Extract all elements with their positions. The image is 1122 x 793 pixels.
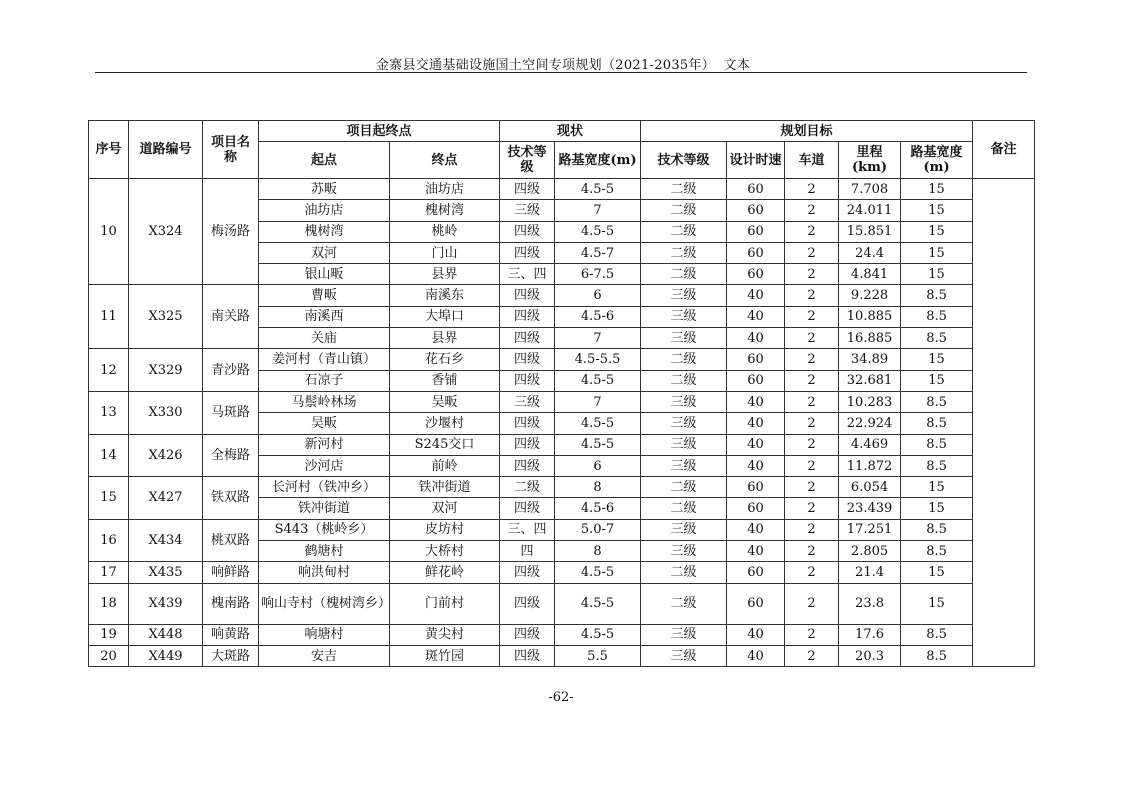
cell-road-code: X329 [129,349,203,392]
cell-project-name: 全梅路 [203,434,259,477]
cell-plan-width: 8.5 [901,645,973,666]
header-plan-width: 路基宽度(m) [901,142,973,179]
cell-road-code: X435 [129,562,203,583]
cell-start-point: 鹤塘村 [259,541,390,562]
table-row [89,562,1035,583]
cell-current-width: 4.5-6 [555,498,641,519]
cell-end-point: 斑竹园 [390,645,500,666]
cell-lanes: 2 [785,624,839,645]
cell-plan-grade: 二级 [641,370,727,391]
cell-mileage: 9.228 [839,285,901,306]
header-project-name: 项目名称 [203,121,259,179]
cell-end-point: 黄尖村 [390,624,500,645]
header-seq: 序号 [89,121,129,179]
cell-plan-grade: 三级 [641,328,727,349]
cell-seq: 12 [89,349,129,392]
cell-end-point: 皮坊村 [390,519,500,540]
cell-mileage: 4.841 [839,264,901,285]
cell-current-width: 4.5-6 [555,306,641,327]
cell-seq: 20 [89,645,129,666]
cell-start-point: 响塘村 [259,624,390,645]
header-plan: 规划目标 [641,121,973,142]
cell-current-width: 7 [555,328,641,349]
document-title: 金寨县交通基础设施国土空间专项规划（2021-2035年） [375,58,716,73]
document-type: 文本 [723,58,751,73]
cell-start-point: 安吉 [259,645,390,666]
cell-mileage: 15.851 [839,221,901,242]
cell-plan-width: 8.5 [901,434,973,455]
cell-start-point: 银山畈 [259,264,390,285]
cell-plan-grade: 二级 [641,242,727,263]
cell-current-width: 4.5-5 [555,221,641,242]
cell-current-grade: 四级 [500,498,555,519]
table-row [89,179,1035,200]
cell-current-width: 4.5-5 [555,413,641,434]
header-current: 现状 [500,121,641,142]
header-divider [95,72,1027,73]
cell-design-speed: 40 [727,645,785,666]
cell-design-speed: 40 [727,391,785,412]
cell-current-grade: 三、四 [500,519,555,540]
table-row [89,519,1035,540]
cell-current-width: 4.5-5 [555,434,641,455]
cell-current-width: 5.0-7 [555,519,641,540]
cell-end-point: 县界 [390,328,500,349]
cell-current-grade: 三级 [500,391,555,412]
cell-plan-width: 15 [901,221,973,242]
cell-design-speed: 40 [727,624,785,645]
cell-project-name: 桃双路 [203,519,259,562]
cell-current-width: 5.5 [555,645,641,666]
cell-plan-width: 15 [901,498,973,519]
cell-end-point: 沙堰村 [390,413,500,434]
cell-current-width: 7 [555,391,641,412]
cell-mileage: 6.054 [839,477,901,498]
cell-design-speed: 40 [727,413,785,434]
cell-plan-grade: 二级 [641,562,727,583]
cell-lanes: 2 [785,645,839,666]
cell-seq: 11 [89,285,129,349]
cell-design-speed: 60 [727,200,785,221]
header-design-speed: 设计时速 [727,142,785,179]
cell-end-point: 县界 [390,264,500,285]
cell-start-point: 曹畈 [259,285,390,306]
cell-current-width: 4.5-5 [555,583,641,624]
cell-project-name: 响黄路 [203,624,259,645]
cell-current-width: 4.5-5.5 [555,349,641,370]
cell-plan-grade: 三级 [641,413,727,434]
cell-plan-grade: 三级 [641,645,727,666]
cell-lanes: 2 [785,221,839,242]
cell-current-grade: 四级 [500,370,555,391]
cell-plan-grade: 二级 [641,264,727,285]
cell-end-point: 大埠口 [390,306,500,327]
header-end: 终点 [390,142,500,179]
table-row [89,645,1035,666]
cell-design-speed: 60 [727,583,785,624]
cell-current-grade: 四级 [500,328,555,349]
cell-current-grade: 四级 [500,583,555,624]
cell-lanes: 2 [785,200,839,221]
cell-lanes: 2 [785,179,839,200]
cell-current-grade: 三级 [500,200,555,221]
cell-current-grade: 四级 [500,562,555,583]
cell-road-code: X439 [129,583,203,624]
cell-lanes: 2 [785,541,839,562]
cell-current-grade: 四级 [500,242,555,263]
cell-current-width: 6 [555,455,641,476]
cell-plan-grade: 二级 [641,583,727,624]
cell-end-point: 槐树湾 [390,200,500,221]
cell-plan-width: 8.5 [901,624,973,645]
cell-design-speed: 40 [727,434,785,455]
cell-current-grade: 四级 [500,349,555,370]
cell-mileage: 32.681 [839,370,901,391]
cell-design-speed: 40 [727,285,785,306]
cell-seq: 18 [89,583,129,624]
cell-plan-grade: 二级 [641,498,727,519]
table-row [89,349,1035,370]
cell-project-name: 大斑路 [203,645,259,666]
table-row [89,583,1035,624]
cell-end-point: 铁冲街道 [390,477,500,498]
cell-plan-grade: 二级 [641,221,727,242]
cell-lanes: 2 [785,413,839,434]
cell-mileage: 23.8 [839,583,901,624]
cell-mileage: 2.805 [839,541,901,562]
cell-plan-width: 15 [901,562,973,583]
cell-plan-grade: 二级 [641,200,727,221]
header-current-width: 路基宽度(m) [555,142,641,179]
cell-plan-width: 15 [901,477,973,498]
cell-design-speed: 60 [727,370,785,391]
cell-seq: 13 [89,391,129,434]
cell-road-code: X434 [129,519,203,562]
cell-seq: 10 [89,179,129,285]
cell-road-code: X426 [129,434,203,477]
cell-end-point: 门山 [390,242,500,263]
cell-road-code: X427 [129,477,203,520]
cell-design-speed: 60 [727,179,785,200]
header-road-code: 道路编号 [129,121,203,179]
cell-current-width: 7 [555,200,641,221]
cell-design-speed: 60 [727,264,785,285]
cell-current-width: 6-7.5 [555,264,641,285]
cell-plan-width: 15 [901,242,973,263]
cell-current-grade: 四 [500,541,555,562]
cell-project-name: 马斑路 [203,391,259,434]
cell-current-width: 8 [555,477,641,498]
cell-mileage: 24.4 [839,242,901,263]
cell-current-width: 4.5-5 [555,562,641,583]
cell-end-point: 前岭 [390,455,500,476]
cell-design-speed: 60 [727,562,785,583]
cell-start-point: 苏畈 [259,179,390,200]
table-row [89,477,1035,498]
cell-mileage: 20.3 [839,645,901,666]
cell-road-code: X449 [129,645,203,666]
cell-plan-width: 8.5 [901,306,973,327]
cell-mileage: 17.251 [839,519,901,540]
header-start-end: 项目起终点 [259,121,500,142]
cell-remark [973,179,1035,667]
cell-end-point: 花石乡 [390,349,500,370]
cell-lanes: 2 [785,455,839,476]
cell-design-speed: 60 [727,242,785,263]
header-remark: 备注 [973,121,1035,179]
cell-design-speed: 60 [727,349,785,370]
cell-seq: 19 [89,624,129,645]
cell-plan-width: 15 [901,179,973,200]
cell-end-point: 鲜花岭 [390,562,500,583]
cell-start-point: 双河 [259,242,390,263]
cell-mileage: 34.89 [839,349,901,370]
cell-lanes: 2 [785,306,839,327]
cell-mileage: 7.708 [839,179,901,200]
header-current-grade: 技术等级 [500,142,555,179]
cell-design-speed: 40 [727,306,785,327]
cell-project-name: 南关路 [203,285,259,349]
cell-start-point: 石凉子 [259,370,390,391]
cell-mileage: 23.439 [839,498,901,519]
cell-design-speed: 60 [727,221,785,242]
cell-lanes: 2 [785,349,839,370]
cell-mileage: 11.872 [839,455,901,476]
cell-start-point: 吴畈 [259,413,390,434]
cell-lanes: 2 [785,328,839,349]
cell-road-code: X324 [129,179,203,285]
cell-current-grade: 四级 [500,434,555,455]
cell-start-point: 槐树湾 [259,221,390,242]
cell-road-code: X330 [129,391,203,434]
cell-current-grade: 四级 [500,285,555,306]
road-planning-table [88,120,1035,667]
cell-project-name: 铁双路 [203,477,259,520]
cell-start-point: 铁冲街道 [259,498,390,519]
cell-mileage: 21.4 [839,562,901,583]
cell-lanes: 2 [785,583,839,624]
cell-current-grade: 四级 [500,221,555,242]
cell-lanes: 2 [785,434,839,455]
cell-plan-width: 8.5 [901,391,973,412]
cell-plan-width: 8.5 [901,413,973,434]
header-start: 起点 [259,142,390,179]
cell-end-point: 油坊店 [390,179,500,200]
cell-mileage: 17.6 [839,624,901,645]
cell-start-point: 沙河店 [259,455,390,476]
cell-current-grade: 二级 [500,477,555,498]
cell-design-speed: 40 [727,519,785,540]
cell-current-width: 4.5-5 [555,370,641,391]
cell-plan-width: 15 [901,349,973,370]
cell-plan-grade: 二级 [641,349,727,370]
cell-plan-grade: 三级 [641,455,727,476]
cell-mileage: 4.469 [839,434,901,455]
cell-mileage: 22.924 [839,413,901,434]
cell-plan-grade: 三级 [641,306,727,327]
cell-start-point: 马鬃岭林场 [259,391,390,412]
cell-plan-width: 8.5 [901,519,973,540]
cell-start-point: 关庙 [259,328,390,349]
cell-lanes: 2 [785,562,839,583]
cell-end-point: 南溪东 [390,285,500,306]
cell-start-point: 长河村（铁冲乡） [259,477,390,498]
cell-start-point: 响洪甸村 [259,562,390,583]
cell-plan-width: 15 [901,583,973,624]
cell-lanes: 2 [785,391,839,412]
cell-project-name: 梅汤路 [203,179,259,285]
table-body [89,179,1035,667]
cell-current-grade: 四级 [500,645,555,666]
cell-lanes: 2 [785,242,839,263]
cell-lanes: 2 [785,264,839,285]
cell-current-grade: 四级 [500,306,555,327]
cell-lanes: 2 [785,519,839,540]
cell-plan-grade: 三级 [641,624,727,645]
page-number: -62- [548,690,574,705]
cell-project-name: 槐南路 [203,583,259,624]
cell-start-point: 姜河村（青山镇） [259,349,390,370]
cell-current-width: 4.5-7 [555,242,641,263]
cell-lanes: 2 [785,498,839,519]
cell-plan-grade: 三级 [641,519,727,540]
cell-end-point: 双河 [390,498,500,519]
cell-plan-grade: 三级 [641,434,727,455]
cell-start-point: S443（桃岭乡） [259,519,390,540]
cell-mileage: 10.283 [839,391,901,412]
cell-project-name: 青沙路 [203,349,259,392]
cell-plan-grade: 二级 [641,179,727,200]
cell-start-point: 响山寺村（槐树湾乡） [259,583,390,624]
cell-end-point: 吴畈 [390,391,500,412]
cell-start-point: 南溪西 [259,306,390,327]
cell-mileage: 10.885 [839,306,901,327]
header-mileage: 里程(km) [839,142,901,179]
cell-lanes: 2 [785,477,839,498]
cell-seq: 17 [89,562,129,583]
cell-project-name: 响鲜路 [203,562,259,583]
cell-design-speed: 60 [727,498,785,519]
cell-end-point: 桃岭 [390,221,500,242]
cell-current-width: 8 [555,541,641,562]
table-row [89,391,1035,412]
table-row [89,624,1035,645]
table-row [89,285,1035,306]
cell-design-speed: 40 [727,455,785,476]
cell-plan-grade: 三级 [641,541,727,562]
cell-current-grade: 四级 [500,455,555,476]
cell-plan-width: 8.5 [901,285,973,306]
cell-plan-width: 8.5 [901,328,973,349]
cell-plan-grade: 三级 [641,285,727,306]
document-header [0,54,1122,73]
cell-plan-width: 15 [901,200,973,221]
cell-end-point: S245交口 [390,434,500,455]
cell-current-width: 4.5-5 [555,179,641,200]
cell-end-point: 门前村 [390,583,500,624]
cell-plan-width: 15 [901,264,973,285]
cell-start-point: 新河村 [259,434,390,455]
cell-seq: 16 [89,519,129,562]
cell-plan-width: 8.5 [901,455,973,476]
cell-current-grade: 四级 [500,179,555,200]
cell-road-code: X325 [129,285,203,349]
cell-design-speed: 40 [727,328,785,349]
header-lanes: 车道 [785,142,839,179]
table-row [89,434,1035,455]
cell-current-width: 4.5-5 [555,624,641,645]
cell-lanes: 2 [785,370,839,391]
cell-plan-width: 8.5 [901,541,973,562]
cell-end-point: 大桥村 [390,541,500,562]
cell-design-speed: 40 [727,541,785,562]
cell-current-grade: 四级 [500,624,555,645]
cell-mileage: 16.885 [839,328,901,349]
header-plan-grade: 技术等级 [641,142,727,179]
cell-seq: 15 [89,477,129,520]
cell-current-grade: 三、四 [500,264,555,285]
cell-design-speed: 60 [727,477,785,498]
cell-plan-grade: 二级 [641,477,727,498]
cell-end-point: 香铺 [390,370,500,391]
cell-plan-width: 15 [901,370,973,391]
cell-seq: 14 [89,434,129,477]
cell-mileage: 24.011 [839,200,901,221]
cell-plan-grade: 三级 [641,391,727,412]
cell-road-code: X448 [129,624,203,645]
cell-lanes: 2 [785,285,839,306]
cell-start-point: 油坊店 [259,200,390,221]
cell-current-grade: 四级 [500,413,555,434]
cell-current-width: 6 [555,285,641,306]
